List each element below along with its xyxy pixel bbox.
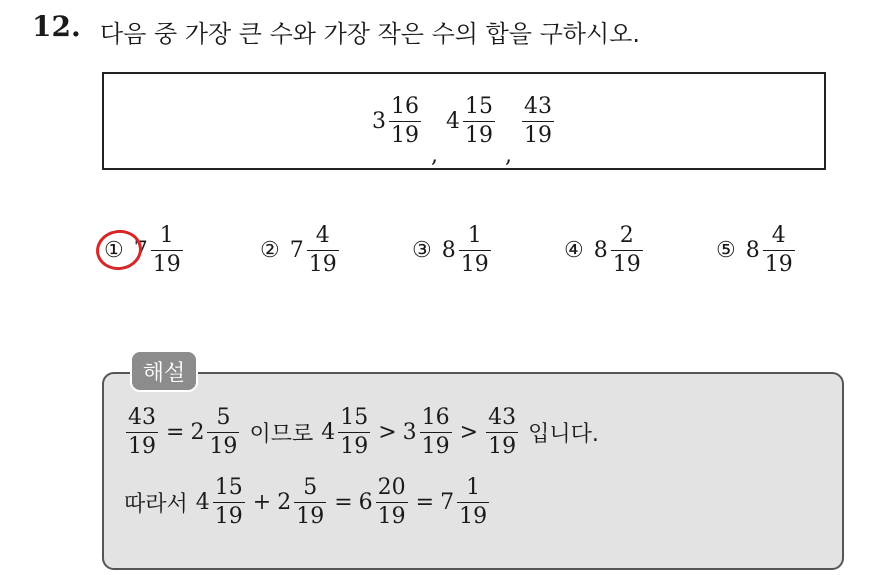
whole-part: 3 <box>372 108 386 134</box>
numerator: 4 <box>315 223 330 248</box>
denominator: 19 <box>296 504 325 529</box>
fraction <box>294 474 326 531</box>
whole-part: 7 <box>440 490 455 515</box>
denominator: 19 <box>612 252 641 277</box>
separator: , <box>505 143 512 168</box>
whole-part: 4 <box>321 420 336 445</box>
denominator: 19 <box>340 434 369 459</box>
choice-label: ④ <box>564 238 584 263</box>
fraction <box>126 404 158 461</box>
question-text: 다음 중 가장 큰 수와 가장 작은 수의 합을 구하시오. <box>100 20 640 48</box>
numerator: 2 <box>619 223 634 248</box>
numerator: 16 <box>421 405 450 430</box>
numerator: 4 <box>771 223 786 248</box>
denominator: 19 <box>128 434 156 459</box>
solution-text: 입니다. <box>528 422 599 447</box>
fraction <box>213 474 245 531</box>
whole-part: 8 <box>593 238 608 263</box>
denominator: 19 <box>764 252 793 277</box>
fraction <box>389 93 421 150</box>
equals-sign: = <box>415 490 435 515</box>
denominator: 19 <box>460 252 489 277</box>
whole-part: 6 <box>358 490 373 515</box>
greater-than-sign: > <box>459 420 479 445</box>
choice-label: ③ <box>412 238 432 263</box>
denominator: 19 <box>209 434 238 459</box>
numerator: 43 <box>128 405 156 430</box>
numerator: 16 <box>391 93 419 119</box>
fraction <box>207 404 239 461</box>
solution-text: 이므로 <box>249 422 314 447</box>
fraction <box>151 222 183 279</box>
whole-part: 8 <box>745 238 760 263</box>
solution-tab: 해설 <box>130 350 198 392</box>
numerator: 15 <box>340 405 369 430</box>
numerator: 15 <box>465 93 493 119</box>
denominator: 19 <box>488 434 517 459</box>
whole-part: 8 <box>441 238 456 263</box>
greater-than-sign: > <box>378 420 397 445</box>
whole-part: 3 <box>402 420 417 445</box>
numerator: 1 <box>466 475 481 500</box>
solution-box <box>102 372 844 570</box>
solution-line-1 <box>124 404 607 461</box>
whole-part: 4 <box>446 108 460 134</box>
given-number-1 <box>372 93 423 150</box>
whole-part: 2 <box>190 420 205 445</box>
whole-part: 7 <box>289 238 304 263</box>
choice-4[interactable] <box>564 222 645 279</box>
denominator: 19 <box>152 252 181 277</box>
choice-label: ⑤ <box>716 238 736 263</box>
denominator: 19 <box>391 122 419 148</box>
fraction <box>376 474 408 531</box>
fraction <box>459 222 491 279</box>
given-number-2 <box>446 93 497 150</box>
numerator: 43 <box>488 405 517 430</box>
solution-line-2 <box>124 474 491 531</box>
separator: , <box>431 143 438 168</box>
choice-label: ② <box>260 238 280 263</box>
numerator: 1 <box>467 223 482 248</box>
choice-1[interactable] <box>104 222 185 279</box>
plus-sign: + <box>252 490 272 515</box>
question-number: 12. <box>32 10 81 43</box>
fraction <box>763 222 795 279</box>
choice-3[interactable] <box>412 222 493 279</box>
whole-part: 7 <box>133 238 148 263</box>
denominator: 19 <box>308 252 337 277</box>
choice-2[interactable] <box>260 222 341 279</box>
fraction <box>457 474 489 531</box>
fraction <box>611 222 643 279</box>
fraction <box>338 404 370 461</box>
equals-sign: = <box>166 420 185 445</box>
denominator: 19 <box>524 122 552 148</box>
selected-circle-mark <box>93 227 144 273</box>
numerator: 15 <box>214 475 243 500</box>
answer-choices <box>0 222 884 282</box>
whole-part: 4 <box>195 490 210 515</box>
fraction <box>522 93 554 150</box>
given-number-3 <box>520 93 556 150</box>
denominator: 19 <box>459 504 488 529</box>
fraction <box>486 404 518 461</box>
numerator: 20 <box>377 475 406 500</box>
denominator: 19 <box>421 434 450 459</box>
numerator: 5 <box>303 475 318 500</box>
whole-part: 2 <box>277 490 292 515</box>
denominator: 19 <box>465 122 493 148</box>
numerator: 5 <box>216 405 231 430</box>
choice-label: ① <box>104 238 124 263</box>
numerator: 1 <box>159 223 174 248</box>
numerator: 43 <box>524 93 552 119</box>
choice-5[interactable] <box>716 222 797 279</box>
solution-text: 따라서 <box>124 492 188 517</box>
denominator: 19 <box>377 504 406 529</box>
fraction <box>307 222 339 279</box>
fraction <box>420 404 452 461</box>
fraction <box>463 93 495 150</box>
given-numbers-box <box>102 72 826 170</box>
denominator: 19 <box>214 504 243 529</box>
equals-sign: = <box>334 490 353 515</box>
